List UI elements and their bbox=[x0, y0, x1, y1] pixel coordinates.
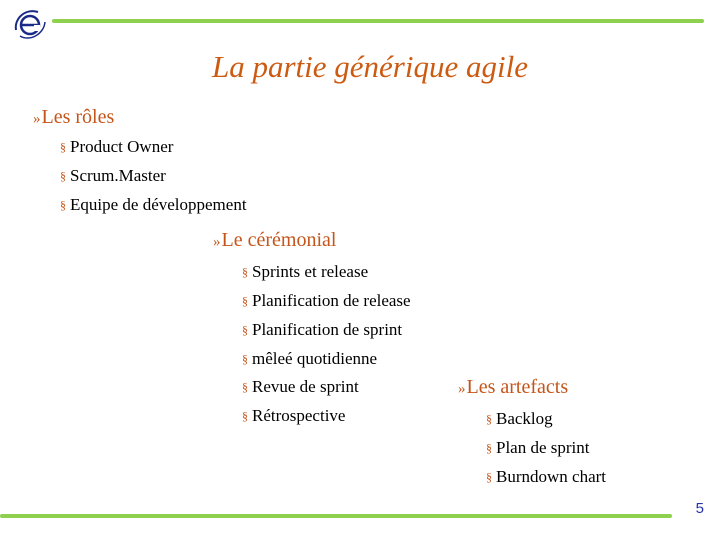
list-item-label: Burndown chart bbox=[496, 467, 607, 486]
section-sign-icon: § bbox=[60, 140, 66, 154]
list-item-label: Plan de sprint bbox=[496, 438, 590, 457]
list-item bbox=[486, 438, 590, 458]
artefacts-heading bbox=[458, 376, 568, 399]
section-sign-icon: § bbox=[242, 323, 248, 337]
section-sign-icon: § bbox=[242, 265, 248, 279]
list-item-label: Rétrospective bbox=[252, 406, 346, 425]
artefacts-heading-label: Les artefacts bbox=[466, 376, 569, 398]
page-number: 5 bbox=[695, 500, 704, 517]
list-item bbox=[486, 409, 553, 429]
section-sign-icon: § bbox=[60, 169, 66, 183]
list-item bbox=[60, 195, 247, 215]
list-item bbox=[486, 467, 606, 487]
double-angle-quote-icon: » bbox=[458, 381, 466, 397]
list-item-label: Equipe de développement bbox=[70, 195, 247, 214]
section-sign-icon: § bbox=[242, 294, 248, 308]
list-item bbox=[242, 349, 377, 369]
ceremonial-heading bbox=[213, 229, 336, 252]
section-sign-icon: § bbox=[242, 380, 248, 394]
list-item-label: Sprints et release bbox=[252, 262, 369, 281]
bottom-divider bbox=[0, 514, 672, 518]
roles-heading-label: Les rôles bbox=[41, 106, 115, 128]
slide-title: La partie générique agile bbox=[212, 49, 528, 84]
section-sign-icon: § bbox=[486, 412, 492, 426]
roles-heading bbox=[33, 106, 114, 129]
list-item-label: Revue de sprint bbox=[252, 377, 359, 396]
double-angle-quote-icon: » bbox=[213, 234, 221, 250]
list-item-label: Scrum.Master bbox=[70, 166, 166, 185]
list-item bbox=[242, 406, 345, 426]
list-item bbox=[60, 137, 173, 157]
list-item bbox=[242, 320, 402, 340]
list-item-label: Backlog bbox=[496, 409, 553, 428]
section-sign-icon: § bbox=[486, 470, 492, 484]
list-item bbox=[60, 166, 166, 186]
list-item-label: mêleé quotidienne bbox=[252, 349, 378, 368]
ceremonial-heading-label: Le cérémonial bbox=[221, 229, 337, 251]
list-item-label: Planification de sprint bbox=[252, 320, 403, 339]
section-sign-icon: § bbox=[242, 352, 248, 366]
list-item bbox=[242, 377, 359, 397]
list-item-label: Planification de release bbox=[252, 291, 411, 310]
section-sign-icon: § bbox=[486, 441, 492, 455]
list-item bbox=[242, 291, 411, 311]
top-divider bbox=[52, 19, 704, 23]
double-angle-quote-icon: » bbox=[33, 111, 41, 127]
section-sign-icon: § bbox=[242, 409, 248, 423]
e-logo-icon bbox=[12, 6, 48, 42]
list-item-label: Product Owner bbox=[70, 137, 174, 156]
list-item bbox=[242, 262, 368, 282]
section-sign-icon: § bbox=[60, 198, 66, 212]
